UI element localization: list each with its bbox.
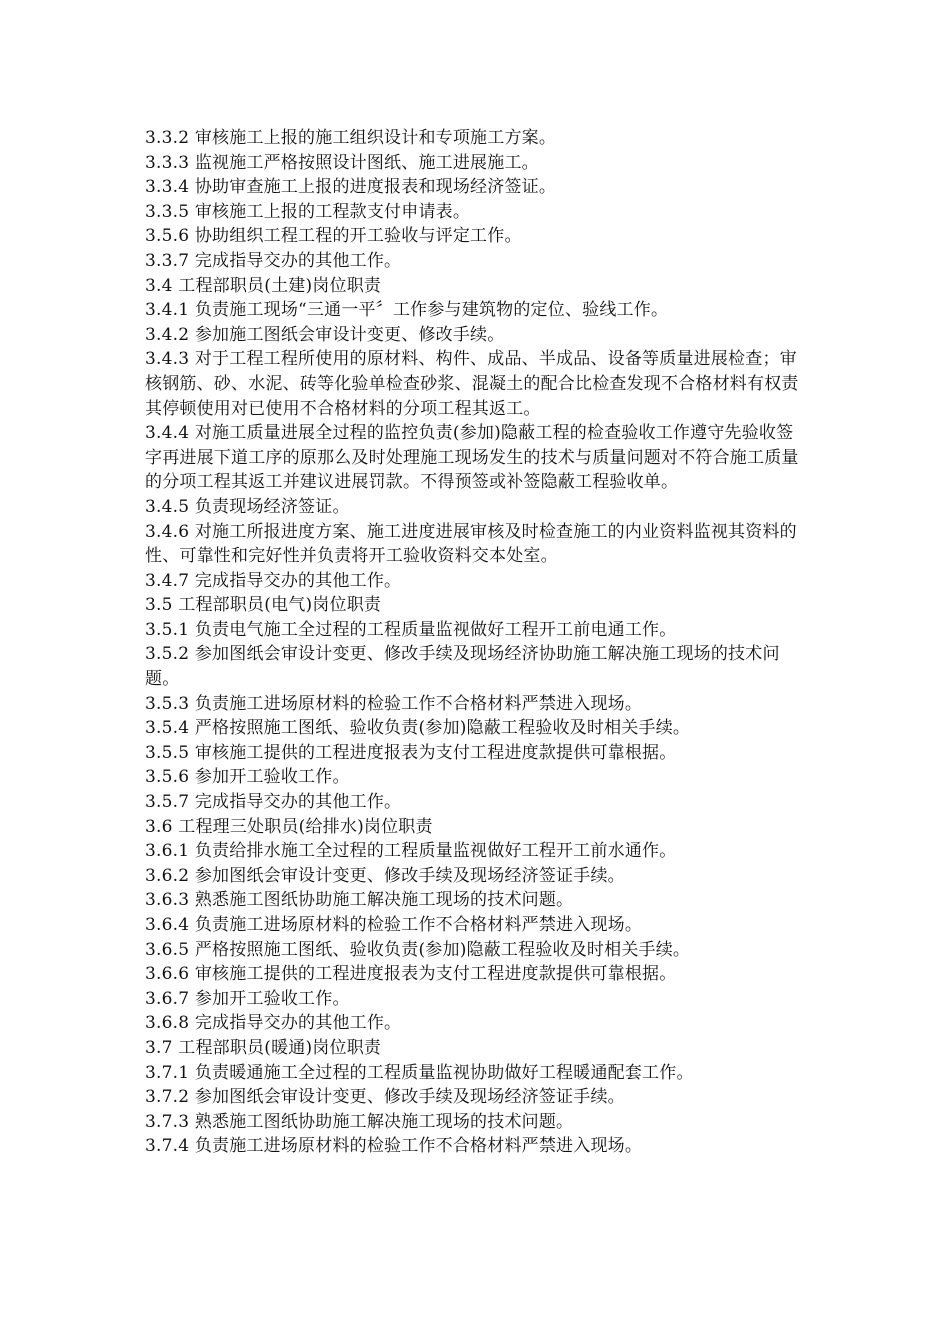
section-heading-3-7: 3.7 工程部职员(暖通)岗位职责 — [145, 1037, 382, 1058]
paragraph-3-4-4: 3.4.4 对施工质量进展全过程的监控负责(参加)隐蔽工程的检查验收工作遵守先验收签字再进展下道工序的原那么及时处理施工现场发生的技术与质量问题对不符合施工质量的分项工程其返工并建议进展罚款。不得预签或补签隐蔽工程验收单。 — [145, 423, 799, 493]
paragraph-3-4-6: 3.4.6 对施工所报进度方案、施工进度进展审核及时检查施工的内业资料监视其资料的性、可靠性和完好性并负责将开工验收资料交本处室。 — [145, 521, 797, 567]
paragraph-3-3-2: 3.3.2 审核施工上报的施工组织设计和专项施工方案。 — [145, 128, 557, 148]
paragraph-3-5-1: 3.5.1 负责电气施工全过程的工程质量监视做好工程开工前电通工作。 — [145, 619, 677, 640]
paragraph-3-6-3: 3.6.3 熟悉施工图纸协助施工解决施工现场的技术问题。 — [145, 890, 574, 911]
document-body — [145, 126, 805, 1159]
paragraph-3-5-4: 3.5.4 严格按照施工图纸、验收负责(参加)隐蔽工程验收及时相关手续。 — [145, 718, 691, 739]
paragraph-3-7-1: 3.7.1 负责暖通施工全过程的工程质量监视协助做好工程暖通配套工作。 — [145, 1062, 694, 1083]
paragraph-3-5-5: 3.5.5 审核施工提供的工程进度报表为支付工程进度款提供可靠根据。 — [145, 742, 677, 763]
paragraph-3-5-2: 3.5.2 参加图纸会审设计变更、修改手续及现场经济协助施工解决施工现场的技术问题。 — [145, 644, 780, 690]
paragraph-3-5-6-a: 3.5.6 协助组织工程工程的开工验收与评定工作。 — [145, 226, 522, 247]
paragraph-3-6-1: 3.6.1 负责给排水施工全过程的工程质量监视做好工程开工前水通作。 — [145, 841, 677, 862]
paragraph-3-6-7: 3.6.7 参加开工验收工作。 — [145, 988, 350, 1009]
paragraph-3-3-4: 3.3.4 协助审查施工上报的进度报表和现场经济签证。 — [145, 177, 557, 198]
paragraph-3-4-5: 3.4.5 负责现场经济签证。 — [145, 496, 350, 517]
section-heading-3-5: 3.5 工程部职员(电气)岗位职责 — [145, 595, 382, 616]
paragraph-3-4-7: 3.4.7 完成指导交办的其他工作。 — [145, 570, 402, 591]
paragraph-3-3-7: 3.3.7 完成指导交办的其他工作。 — [145, 250, 402, 271]
paragraph-3-4-1: 3.4.1 负责施工现场“三通一平〞工作参与建筑物的定位、验线工作。 — [145, 300, 669, 321]
paragraph-3-5-6: 3.5.6 参加开工验收工作。 — [145, 767, 350, 788]
paragraph-3-7-4: 3.7.4 负责施工进场原材料的检验工作不合格材料严禁进入现场。 — [145, 1136, 643, 1157]
paragraph-3-6-4: 3.6.4 负责施工进场原材料的检验工作不合格材料严禁进入现场。 — [145, 915, 643, 935]
paragraph-3-7-3: 3.7.3 熟悉施工图纸协助施工解决施工现场的技术问题。 — [145, 1111, 574, 1132]
paragraph-3-7-2: 3.7.2 参加图纸会审设计变更、修改手续及现场经济签证手续。 — [145, 1087, 625, 1108]
paragraph-3-6-6: 3.6.6 审核施工提供的工程进度报表为支付工程进度款提供可靠根据。 — [145, 964, 677, 985]
paragraph-3-5-7: 3.5.7 完成指导交办的其他工作。 — [145, 792, 402, 813]
paragraph-3-3-5: 3.3.5 审核施工上报的工程款支付申请表。 — [145, 201, 471, 222]
paragraph-3-6-2: 3.6.2 参加图纸会审设计变更、修改手续及现场经济签证手续。 — [145, 865, 625, 886]
paragraph-3-6-8: 3.6.8 完成指导交办的其他工作。 — [145, 1013, 402, 1034]
paragraph-3-4-3: 3.4.3 对于工程工程所使用的原材料、构件、成品、半成品、设备等质量进展检查；审核钢筋、砂、水泥、砖等化验单检查砂浆、混凝土的配合比检查发现不合格材料有权责其停顿使用对已使用不合格材料的分项工程其返工。 — [145, 349, 799, 419]
paragraph-3-3-3: 3.3.3 监视施工严格按照设计图纸、施工进展施工。 — [145, 152, 539, 173]
section-heading-3-4: 3.4 工程部职员(土建)岗位职责 — [145, 275, 382, 296]
paragraph-3-5-3: 3.5.3 负责施工进场原材料的检验工作不合格材料严禁进入现场。 — [145, 693, 643, 714]
paragraph-3-6-5: 3.6.5 严格按照施工图纸、验收负责(参加)隐蔽工程验收及时相关手续。 — [145, 939, 691, 960]
paragraph-3-4-2: 3.4.2 参加施工图纸会审设计变更、修改手续。 — [145, 324, 505, 345]
section-heading-3-6: 3.6 工程理三处职员(给排水)岗位职责 — [145, 816, 433, 837]
